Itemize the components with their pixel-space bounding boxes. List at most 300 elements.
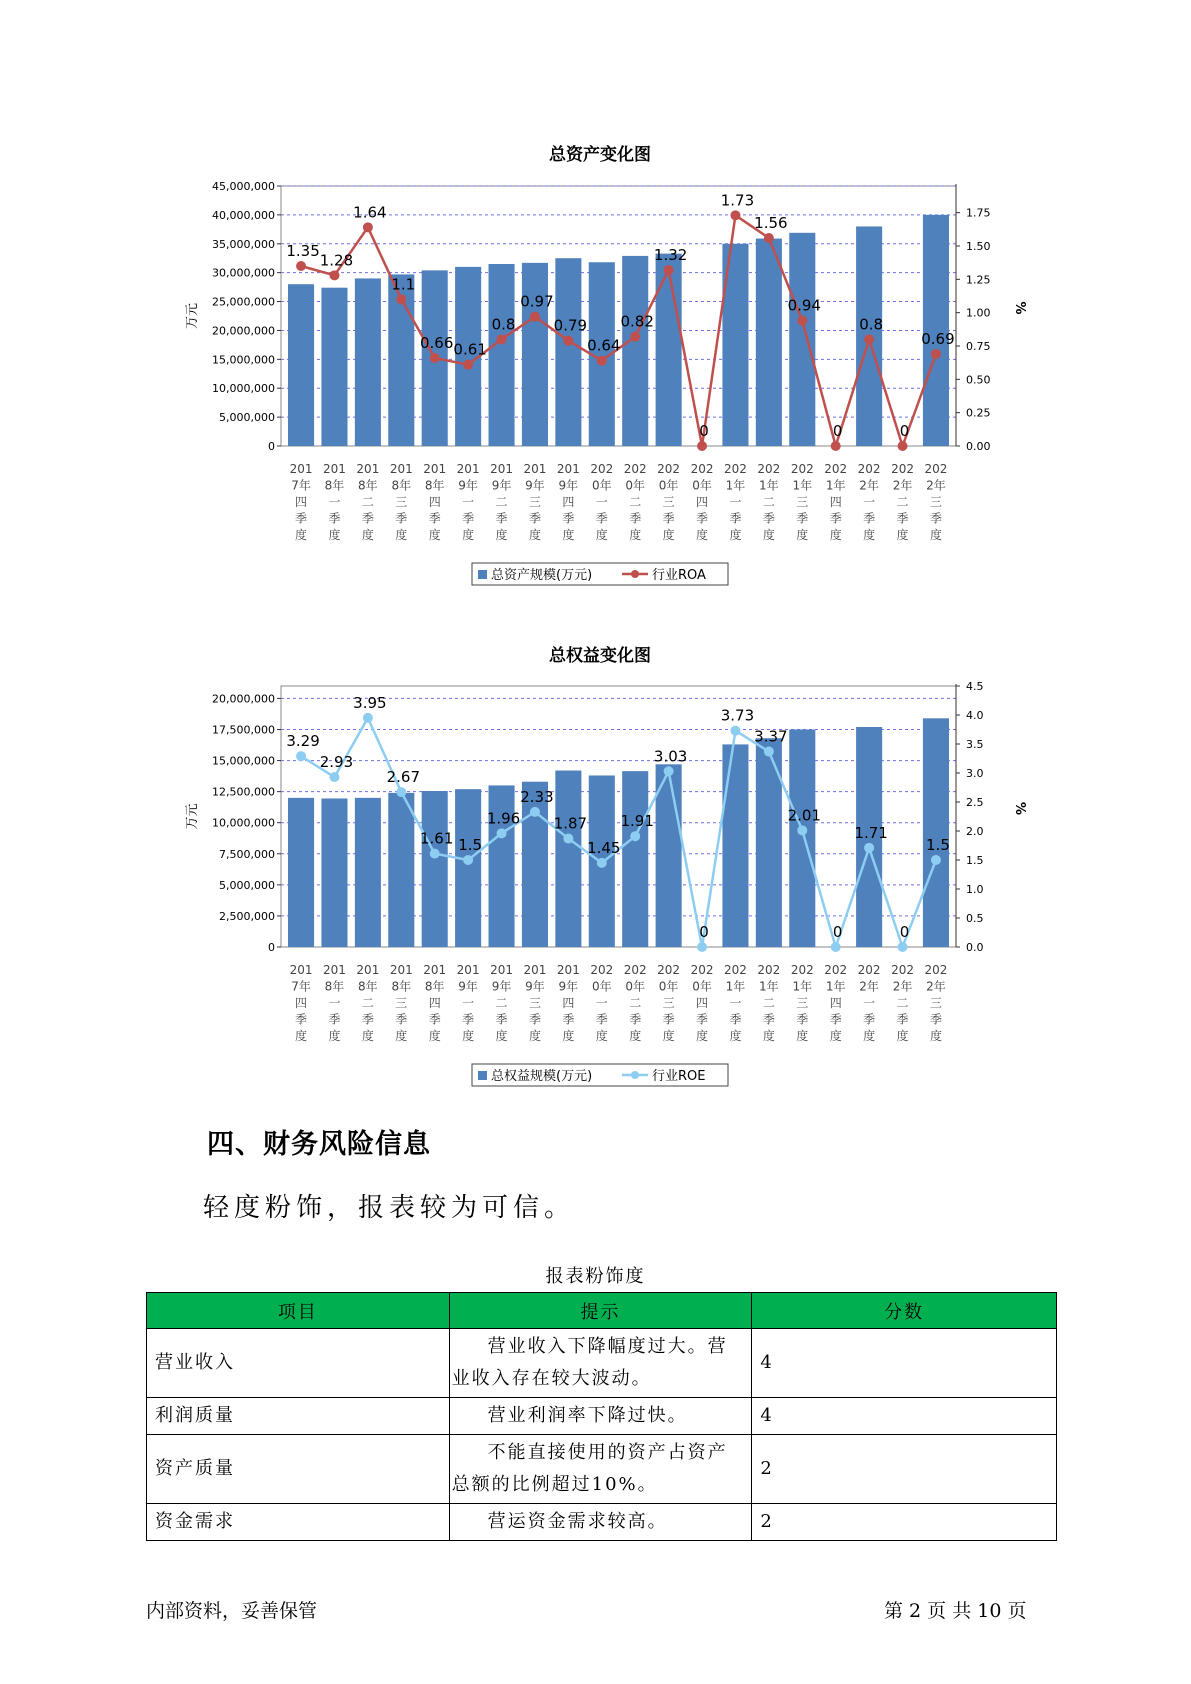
data-label: 0.64	[587, 336, 621, 355]
x-tick-label: 202	[790, 963, 814, 977]
data-label: 1.35	[286, 242, 320, 260]
line-point	[396, 787, 406, 797]
y-tick-label: 10,000,000	[212, 382, 275, 396]
x-tick-label: 202	[623, 963, 647, 977]
x-tick-label: 二	[762, 996, 775, 1010]
x-tick-label: 202	[824, 462, 848, 476]
x-tick-label: 四	[428, 495, 441, 509]
table-cell-score: 4	[752, 1398, 1057, 1435]
x-tick-label: 季	[762, 511, 775, 526]
y-tick-label: 0	[268, 440, 275, 453]
y2-tick-label: 1.0	[966, 883, 984, 896]
x-tick-label: 度	[462, 1029, 475, 1043]
y-tick-label: 20,000,000	[212, 692, 275, 706]
x-tick-label: 1年	[792, 478, 813, 493]
x-tick-label: 一	[729, 996, 742, 1010]
x-tick-label: 201	[356, 963, 380, 977]
x-tick-label: 度	[662, 1029, 675, 1043]
x-tick-label: 二	[361, 996, 374, 1010]
data-label: 1.5	[926, 836, 950, 854]
x-tick-label: 季	[729, 511, 742, 526]
x-tick-label: 201	[289, 963, 313, 977]
x-tick-label: 9年	[558, 979, 579, 994]
y-tick-label: 17,500,000	[212, 723, 275, 737]
y-tick-label: 15,000,000	[212, 353, 275, 367]
x-tick-label: 202	[690, 963, 714, 977]
x-tick-label: 0年	[692, 979, 712, 994]
x-tick-label: 四	[295, 495, 308, 509]
x-tick-label: 季	[328, 511, 341, 526]
y2-tick-label: 1.5	[966, 854, 984, 867]
x-tick-label: 201	[423, 462, 447, 476]
table-header-row	[147, 1293, 1057, 1329]
data-label: 0.97	[520, 292, 554, 311]
line-point	[563, 834, 573, 844]
x-tick-label: 季	[696, 1012, 709, 1027]
x-tick-label: 度	[729, 1029, 742, 1043]
x-tick-label: 一	[462, 495, 475, 509]
x-tick-label: 季	[361, 511, 374, 526]
x-tick-label: 202	[657, 963, 681, 977]
data-label: 3.73	[720, 706, 755, 725]
x-tick-label: 二	[629, 495, 642, 509]
bar	[622, 771, 648, 947]
x-tick-label: 度	[328, 528, 341, 542]
x-tick-label: 度	[829, 1029, 842, 1043]
table-header-item: 项目	[147, 1293, 450, 1329]
y-tick-label: 30,000,000	[212, 266, 275, 280]
x-tick-label: 9年	[491, 979, 512, 994]
x-tick-label: 一	[328, 495, 341, 509]
x-tick-label: 三	[929, 996, 942, 1010]
line-point	[430, 849, 440, 859]
x-tick-label: 7年	[291, 478, 311, 493]
data-label: 0.61	[453, 340, 487, 359]
x-tick-label: 二	[495, 996, 508, 1010]
x-tick-label: 一	[863, 495, 876, 509]
x-tick-label: 202	[590, 462, 614, 476]
x-tick-label: 季	[395, 1012, 408, 1027]
y-tick-label: 15,000,000	[212, 754, 275, 768]
data-label: 0.66	[420, 334, 454, 352]
footer-confidential: 内部资料，妥善保管	[146, 1600, 318, 1622]
y-axis-label: 万元	[185, 803, 200, 830]
table-row	[147, 1329, 1057, 1398]
x-tick-label: 202	[891, 963, 914, 977]
x-tick-label: 1年	[725, 979, 746, 994]
data-label: 0.8	[491, 315, 516, 334]
bar	[321, 798, 347, 947]
x-tick-label: 度	[796, 528, 809, 542]
x-tick-label: 度	[796, 1029, 809, 1043]
x-tick-label: 8年	[324, 979, 345, 994]
x-tick-label: 度	[896, 1029, 909, 1043]
x-tick-label: 季	[428, 1012, 441, 1027]
table-cell-hint: 营业收入下降幅度过大。营业收入存在较大波动。	[449, 1329, 752, 1398]
x-tick-label: 8年	[358, 979, 378, 994]
x-tick-label: 2年	[859, 979, 879, 994]
x-tick-label: 201	[289, 462, 313, 476]
x-tick-label: 202	[724, 462, 747, 476]
footer-page-number: 第 2 页 共 10 页	[884, 1600, 1027, 1622]
x-tick-label: 季	[595, 1012, 608, 1027]
x-tick-label: 度	[896, 528, 909, 542]
data-label: 0	[699, 422, 709, 440]
x-tick-label: 季	[462, 1012, 475, 1027]
x-tick-label: 季	[629, 511, 642, 526]
data-label: 0.82	[620, 312, 654, 331]
x-tick-label: 四	[696, 996, 709, 1010]
y-tick-label: 5,000,000	[219, 411, 275, 425]
x-tick-label: 9年	[525, 979, 545, 994]
x-tick-label: 8年	[391, 979, 412, 994]
x-tick-label: 0年	[625, 478, 646, 493]
x-tick-label: 1年	[792, 979, 813, 994]
line-point	[329, 772, 339, 782]
bar	[722, 744, 748, 947]
x-tick-label: 202	[824, 963, 848, 977]
data-label: 1.45	[587, 838, 621, 857]
x-tick-label: 8年	[358, 478, 378, 493]
y-tick-label: 5,000,000	[219, 878, 275, 892]
x-tick-label: 四	[295, 996, 308, 1010]
x-tick-label: 201	[323, 963, 346, 977]
x-tick-label: 201	[456, 462, 480, 476]
x-tick-label: 季	[395, 511, 408, 526]
bar	[522, 782, 548, 947]
x-tick-label: 202	[690, 462, 714, 476]
x-tick-label: 2年	[859, 478, 879, 493]
table-cell-hint: 营运资金需求较高。	[449, 1504, 752, 1541]
y2-tick-label: 1.50	[966, 240, 991, 253]
x-tick-label: 三	[528, 996, 541, 1010]
x-tick-label: 一	[595, 495, 608, 509]
data-label: 1.64	[353, 203, 387, 222]
x-tick-label: 201	[323, 462, 346, 476]
x-tick-label: 度	[595, 528, 608, 542]
x-tick-label: 202	[657, 462, 681, 476]
legend-swatch-bar	[478, 1071, 487, 1080]
y2-tick-label: 4.0	[966, 709, 984, 722]
table-cell-score: 4	[752, 1329, 1057, 1398]
x-tick-label: 三	[662, 996, 675, 1010]
line-point	[630, 831, 640, 841]
data-label: 1.56	[754, 214, 788, 232]
line-point	[864, 843, 874, 853]
y2-tick-label: 0.50	[966, 373, 991, 387]
table-cell-hint: 不能直接使用的资产占资产总额的比例超过10%。	[449, 1435, 752, 1504]
x-tick-label: 四	[829, 996, 842, 1010]
data-label: 1.5	[458, 836, 483, 854]
line-point	[764, 747, 774, 757]
x-tick-label: 季	[729, 1012, 742, 1027]
x-tick-label: 度	[462, 528, 475, 542]
x-tick-label: 季	[562, 511, 575, 526]
x-tick-label: 7年	[291, 979, 311, 994]
x-tick-label: 三	[796, 996, 809, 1010]
x-tick-label: 季	[428, 511, 441, 526]
x-tick-label: 1年	[825, 979, 846, 994]
x-tick-label: 二	[629, 996, 642, 1010]
x-tick-label: 四	[696, 495, 709, 509]
x-tick-label: 一	[729, 495, 742, 509]
x-tick-label: 201	[423, 963, 447, 977]
x-tick-label: 度	[395, 528, 408, 542]
x-tick-label: 201	[556, 963, 580, 977]
y2-tick-label: 0.5	[966, 912, 984, 925]
x-tick-label: 一	[595, 996, 608, 1010]
bar	[455, 789, 481, 947]
y-tick-label: 10,000,000	[212, 816, 275, 830]
x-tick-label: 1年	[725, 478, 746, 493]
x-tick-label: 9年	[525, 478, 545, 493]
x-tick-label: 季	[829, 1012, 842, 1027]
line-point	[363, 713, 373, 723]
x-tick-label: 度	[696, 1029, 709, 1043]
plot-area	[281, 686, 956, 947]
table-header-hint: 提示	[449, 1293, 752, 1329]
y2-tick-label: 2.5	[966, 796, 984, 809]
x-tick-label: 四	[829, 495, 842, 509]
table-cell-hint: 营业利润率下降过快。	[449, 1398, 752, 1435]
table-cell-item: 营业收入	[147, 1329, 450, 1398]
x-tick-label: 8年	[324, 478, 345, 493]
x-tick-label: 1年	[825, 478, 846, 493]
table-cell-item: 资产质量	[147, 1435, 450, 1504]
x-tick-label: 度	[295, 1029, 308, 1043]
table-row	[147, 1435, 1057, 1504]
line-point	[730, 726, 740, 736]
x-tick-label: 季	[863, 511, 876, 526]
line-point	[497, 828, 507, 838]
x-tick-label: 一	[328, 996, 341, 1010]
line-point	[797, 825, 807, 835]
y-tick-label: 45,000,000	[212, 180, 275, 193]
y2-axis-label: %	[1012, 801, 1027, 816]
x-tick-label: 度	[929, 1029, 942, 1043]
x-tick-label: 季	[295, 511, 308, 526]
data-label: 0	[832, 422, 843, 440]
y2-axis-label: %	[1012, 301, 1027, 315]
x-tick-label: 季	[495, 1012, 508, 1027]
table-caption: 报表粉饰度	[545, 1266, 646, 1287]
x-tick-label: 季	[595, 511, 608, 526]
y2-tick-label: 1.25	[966, 273, 991, 287]
line-point	[697, 942, 707, 952]
x-tick-label: 201	[523, 462, 547, 476]
x-tick-label: 202	[857, 462, 881, 476]
x-tick-label: 三	[528, 495, 541, 509]
x-tick-label: 度	[629, 528, 642, 542]
section-text: 轻度粉饰，报表较为可信。	[203, 1193, 576, 1223]
data-label: 3.37	[754, 727, 788, 746]
x-tick-label: 度	[696, 528, 709, 542]
x-tick-label: 202	[623, 462, 647, 476]
x-tick-label: 季	[863, 1012, 876, 1027]
x-tick-label: 一	[462, 996, 475, 1010]
x-tick-label: 四	[562, 996, 575, 1010]
x-tick-label: 季	[829, 511, 842, 526]
x-tick-label: 0年	[692, 478, 712, 493]
x-tick-label: 季	[361, 1012, 374, 1027]
x-tick-label: 季	[896, 1012, 909, 1027]
x-tick-label: 三	[796, 495, 809, 509]
x-tick-label: 度	[595, 1029, 608, 1043]
x-tick-label: 0年	[591, 478, 612, 493]
x-tick-label: 201	[389, 963, 413, 977]
chart-title: 总权益变化图	[549, 646, 651, 666]
x-tick-label: 202	[924, 462, 948, 476]
x-tick-label: 季	[295, 1012, 308, 1027]
x-tick-label: 度	[929, 528, 942, 542]
x-tick-label: 季	[662, 511, 675, 526]
x-tick-label: 201	[456, 963, 480, 977]
x-tick-label: 202	[891, 462, 914, 476]
data-label: 1.71	[854, 823, 888, 842]
data-label: 3.29	[286, 732, 320, 751]
x-tick-label: 度	[729, 528, 742, 542]
data-label: 3.95	[353, 693, 387, 712]
y-tick-label: 35,000,000	[212, 237, 275, 251]
data-label: 0.8	[859, 315, 884, 334]
y2-tick-label: 0.00	[966, 440, 991, 453]
legend-label: 行业ROA	[652, 568, 706, 583]
x-tick-label: 度	[662, 528, 675, 542]
line-point	[931, 855, 941, 865]
x-tick-label: 季	[462, 511, 475, 526]
x-tick-label: 度	[395, 1029, 408, 1043]
x-tick-label: 0年	[625, 979, 646, 994]
y2-tick-label: 0.25	[966, 406, 991, 420]
table-row	[147, 1504, 1057, 1541]
x-tick-label: 201	[490, 963, 513, 977]
bar	[422, 791, 448, 947]
data-label: 1.1	[391, 275, 416, 294]
x-tick-label: 0年	[658, 478, 679, 493]
data-label: 0.79	[553, 316, 588, 335]
x-tick-label: 度	[528, 528, 541, 542]
x-tick-label: 度	[762, 1029, 775, 1043]
legend-swatch-point	[631, 1071, 639, 1079]
x-tick-label: 1年	[759, 478, 779, 493]
data-label: 1.32	[653, 246, 688, 264]
x-tick-label: 201	[490, 462, 513, 476]
x-tick-label: 度	[562, 1029, 575, 1043]
y-tick-label: 25,000,000	[212, 295, 275, 309]
data-label: 0	[832, 923, 843, 941]
x-tick-label: 度	[562, 528, 575, 542]
x-tick-label: 201	[556, 462, 580, 476]
y2-tick-label: 2.0	[966, 825, 984, 838]
x-tick-label: 二	[896, 996, 909, 1010]
bar	[789, 730, 815, 948]
x-tick-label: 8年	[424, 979, 445, 994]
chart-title: 总资产变化图	[549, 145, 651, 165]
data-label: 1.61	[420, 829, 454, 848]
x-tick-label: 季	[328, 1012, 341, 1027]
line-point	[664, 766, 674, 776]
x-tick-label: 202	[724, 963, 747, 977]
y2-tick-label: 1.75	[966, 206, 991, 220]
x-tick-label: 度	[428, 528, 441, 542]
x-tick-label: 季	[662, 1012, 675, 1027]
data-label: 1.28	[319, 251, 354, 270]
x-tick-label: 9年	[458, 979, 478, 994]
x-tick-label: 0年	[658, 979, 679, 994]
risk-table	[146, 1292, 1057, 1541]
x-tick-label: 度	[829, 528, 842, 542]
y-tick-label: 2,500,000	[219, 909, 275, 923]
x-tick-label: 季	[495, 511, 508, 526]
y2-tick-label: 3.5	[966, 738, 984, 751]
y-tick-label: 7,500,000	[219, 847, 275, 861]
line-point	[597, 858, 607, 868]
y-tick-label: 40,000,000	[212, 208, 275, 222]
x-tick-label: 度	[863, 1029, 876, 1043]
x-tick-label: 9年	[558, 478, 579, 493]
table-cell-item: 资金需求	[147, 1504, 450, 1541]
x-tick-label: 202	[757, 963, 781, 977]
x-tick-label: 季	[696, 511, 709, 526]
x-tick-label: 季	[629, 1012, 642, 1027]
x-tick-label: 1年	[759, 979, 779, 994]
x-tick-label: 度	[762, 528, 775, 542]
line-point	[530, 807, 540, 817]
y2-tick-label: 1.00	[966, 306, 991, 320]
x-tick-label: 202	[757, 462, 781, 476]
table-cell-item: 利润质量	[147, 1398, 450, 1435]
bar	[923, 718, 949, 947]
table-row	[147, 1398, 1057, 1435]
x-tick-label: 202	[790, 462, 814, 476]
x-tick-label: 2年	[926, 979, 946, 994]
bar	[288, 798, 314, 947]
data-label: 0.69	[921, 330, 955, 348]
x-tick-label: 202	[857, 963, 881, 977]
x-tick-label: 二	[896, 495, 909, 509]
x-tick-label: 三	[395, 996, 408, 1010]
data-label: 2.33	[520, 787, 554, 806]
y2-tick-label: 0.0	[966, 941, 984, 954]
x-tick-label: 季	[929, 511, 942, 526]
table-cell-score: 2	[752, 1435, 1057, 1504]
x-tick-label: 季	[762, 1012, 775, 1027]
x-tick-label: 度	[328, 1029, 341, 1043]
data-label: 3.03	[653, 747, 688, 766]
data-label: 2.93	[319, 753, 354, 772]
x-tick-label: 二	[762, 495, 775, 509]
x-tick-label: 0年	[591, 979, 612, 994]
x-tick-label: 2年	[892, 979, 913, 994]
y-axis-label: 万元	[185, 302, 200, 330]
legend-label: 行业ROE	[652, 1069, 706, 1084]
x-tick-label: 9年	[458, 478, 478, 493]
y-tick-label: 0	[268, 941, 275, 954]
data-label: 1.87	[553, 814, 588, 833]
x-tick-label: 8年	[424, 478, 445, 493]
data-label: 2.01	[787, 806, 821, 825]
x-tick-label: 三	[929, 495, 942, 509]
data-label: 1.73	[720, 191, 755, 210]
line-point	[296, 751, 306, 761]
x-tick-label: 三	[395, 495, 408, 509]
x-tick-label: 度	[629, 1029, 642, 1043]
bar	[756, 738, 782, 947]
x-tick-label: 2年	[892, 478, 913, 493]
x-tick-label: 季	[528, 1012, 541, 1027]
y-tick-label: 20,000,000	[212, 324, 275, 338]
x-tick-label: 季	[896, 511, 909, 526]
